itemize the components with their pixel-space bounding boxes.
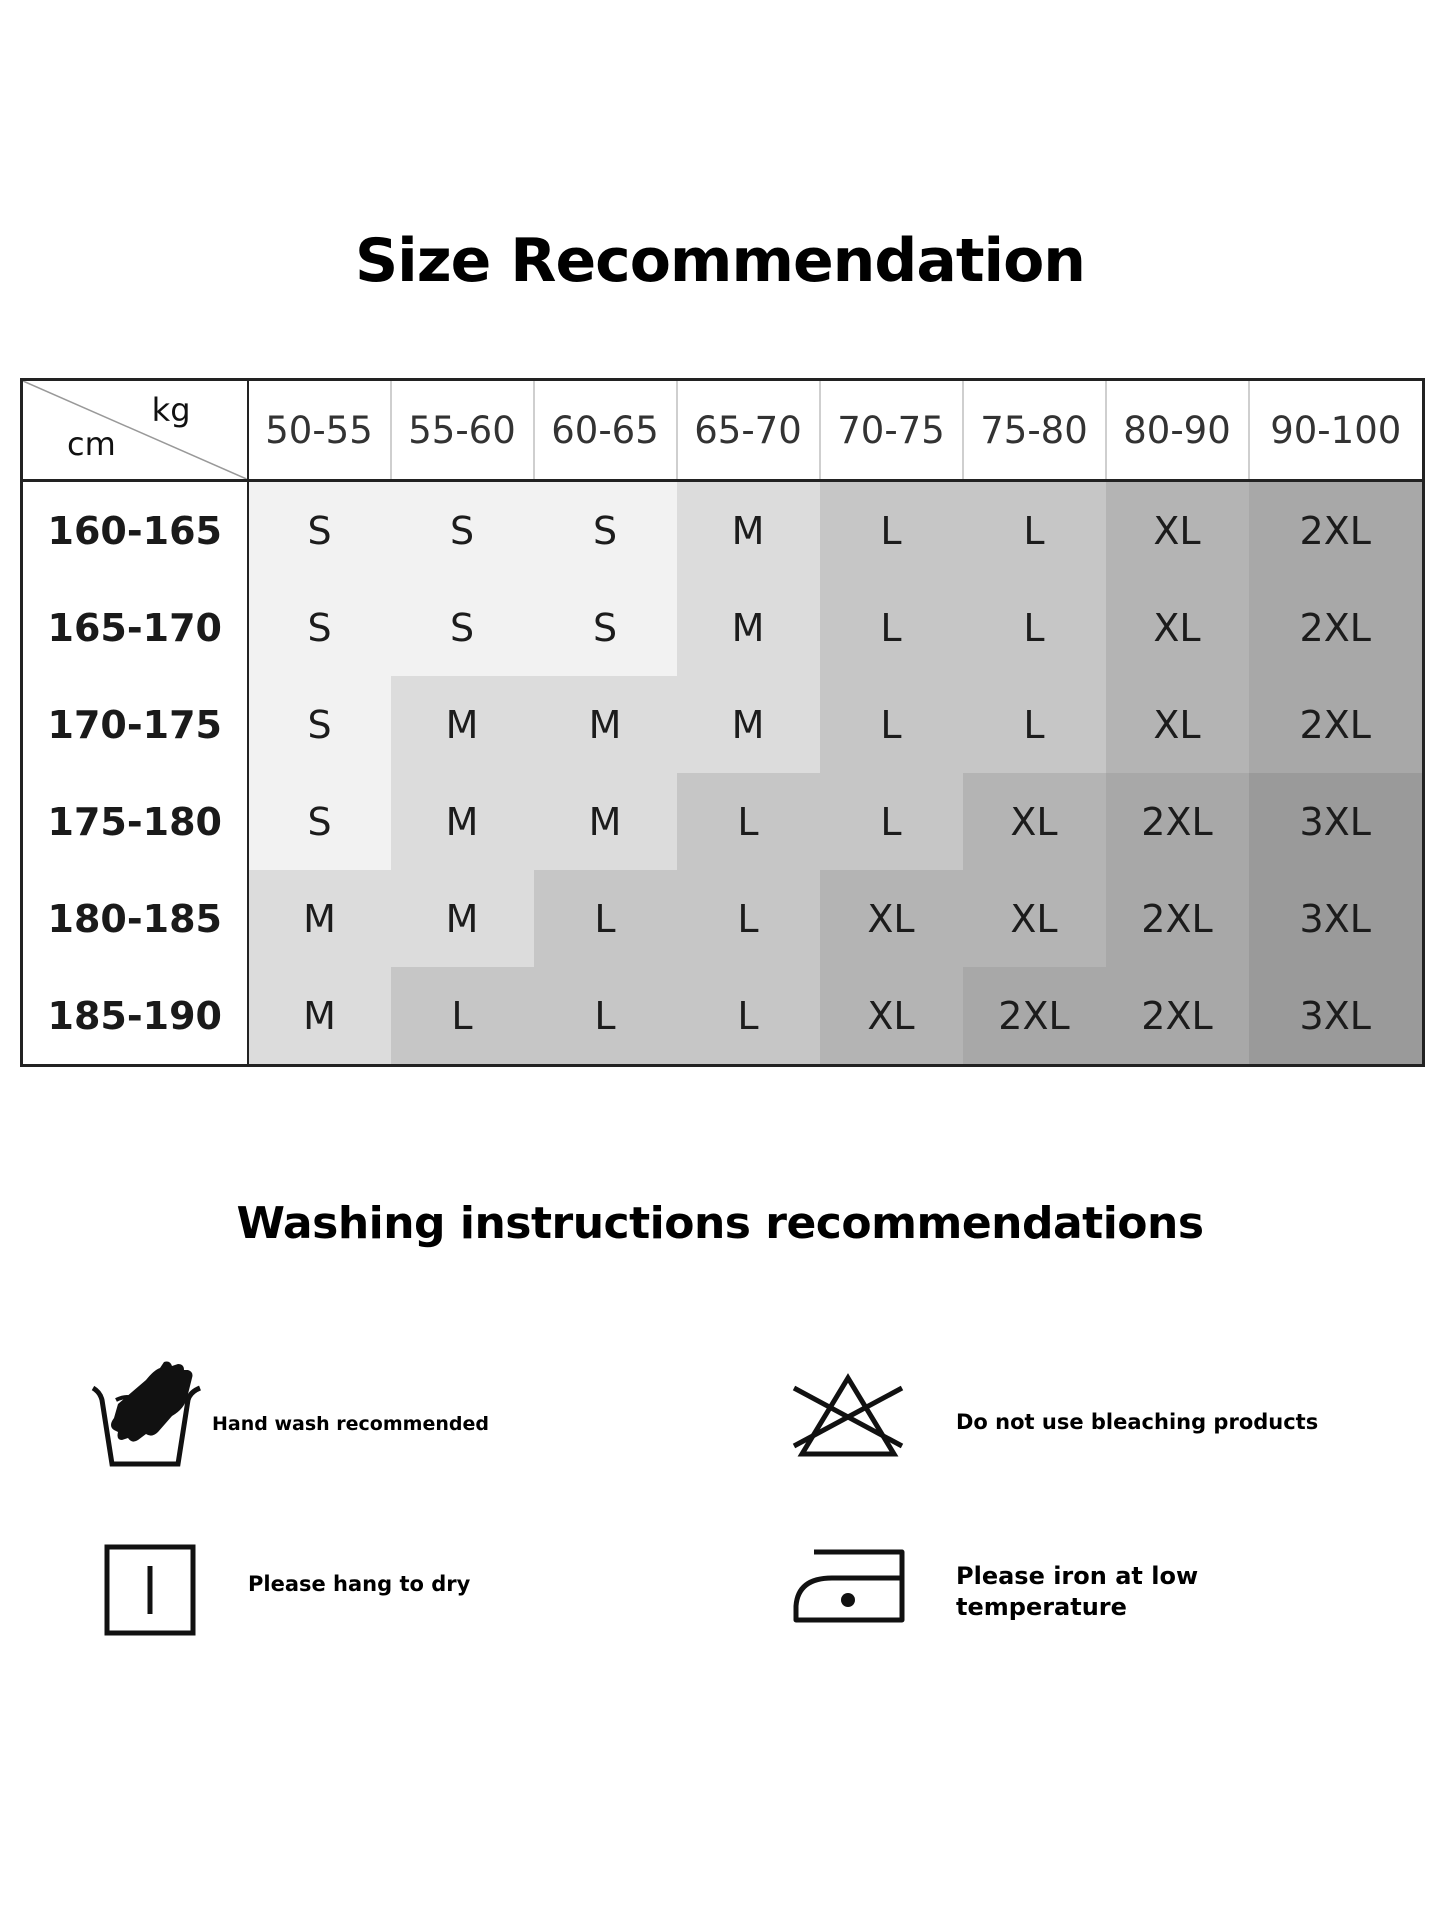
- size-cell: XL: [1106, 676, 1249, 773]
- size-cell: S: [248, 579, 391, 676]
- height-range-label: 185-190: [22, 967, 248, 1066]
- size-cell: XL: [1106, 579, 1249, 676]
- weight-range-header: 60-65: [534, 380, 677, 481]
- size-row: [22, 870, 1424, 967]
- size-cell: S: [248, 481, 391, 580]
- no-bleach-label: Do not use bleaching products: [956, 1410, 1319, 1434]
- table-corner-cell: [22, 380, 248, 481]
- size-cell: S: [534, 481, 677, 580]
- size-cell: 3XL: [1249, 870, 1424, 967]
- hang-dry-label: Please hang to dry: [248, 1572, 471, 1596]
- height-range-label: 170-175: [22, 676, 248, 773]
- hand-wash-icon: [88, 1360, 208, 1470]
- size-cell: 2XL: [1249, 481, 1424, 580]
- size-cell: L: [820, 481, 963, 580]
- no-bleach-icon: [790, 1372, 906, 1460]
- weight-range-header: 75-80: [963, 380, 1106, 481]
- size-cell: M: [677, 579, 820, 676]
- corner-diagonal-line: [23, 381, 247, 479]
- size-cell: M: [391, 676, 534, 773]
- size-row: [22, 579, 1424, 676]
- hang-dry-icon: [104, 1544, 196, 1636]
- weight-unit-label: kg: [151, 391, 191, 429]
- weight-range-header: 55-60: [391, 380, 534, 481]
- size-cell: M: [677, 481, 820, 580]
- size-cell: L: [391, 967, 534, 1066]
- size-cell: L: [820, 773, 963, 870]
- size-cell: L: [820, 579, 963, 676]
- size-cell: M: [677, 676, 820, 773]
- size-cell: M: [534, 676, 677, 773]
- weight-range-header: 50-55: [248, 380, 391, 481]
- weight-range-header: 90-100: [1249, 380, 1424, 481]
- size-cell: S: [534, 579, 677, 676]
- size-cell: XL: [1106, 481, 1249, 580]
- size-cell: L: [677, 870, 820, 967]
- height-range-label: 175-180: [22, 773, 248, 870]
- height-range-label: 160-165: [22, 481, 248, 580]
- size-cell: M: [391, 870, 534, 967]
- hand-wash-label: Hand wash recommended: [212, 1413, 489, 1435]
- size-cell: L: [963, 676, 1106, 773]
- size-cell: XL: [820, 870, 963, 967]
- size-row: [22, 967, 1424, 1066]
- iron-low-icon: [792, 1546, 908, 1624]
- size-cell: L: [963, 579, 1106, 676]
- height-range-label: 165-170: [22, 579, 248, 676]
- size-cell: 3XL: [1249, 773, 1424, 870]
- size-chart-table: [20, 378, 1425, 1067]
- size-cell: M: [248, 870, 391, 967]
- size-cell: XL: [963, 870, 1106, 967]
- size-cell: L: [534, 870, 677, 967]
- size-cell: L: [820, 676, 963, 773]
- weight-header-row: [22, 380, 1424, 481]
- size-cell: 2XL: [1106, 967, 1249, 1066]
- size-cell: M: [248, 967, 391, 1066]
- size-row: [22, 676, 1424, 773]
- size-cell: L: [677, 967, 820, 1066]
- height-unit-label: cm: [67, 425, 116, 463]
- washing-instructions-title: Washing instructions recommendations: [236, 1198, 1204, 1249]
- height-range-label: 180-185: [22, 870, 248, 967]
- size-cell: 3XL: [1249, 967, 1424, 1066]
- size-cell: 2XL: [1106, 773, 1249, 870]
- size-cell: 2XL: [1249, 579, 1424, 676]
- size-cell: S: [391, 579, 534, 676]
- size-row: [22, 773, 1424, 870]
- size-cell: XL: [820, 967, 963, 1066]
- weight-range-header: 65-70: [677, 380, 820, 481]
- size-cell: L: [963, 481, 1106, 580]
- weight-range-header: 80-90: [1106, 380, 1249, 481]
- size-cell: XL: [963, 773, 1106, 870]
- size-cell: S: [248, 773, 391, 870]
- size-cell: S: [248, 676, 391, 773]
- size-recommendation-title: Size Recommendation: [354, 226, 1086, 296]
- size-cell: 2XL: [963, 967, 1106, 1066]
- weight-range-header: 70-75: [820, 380, 963, 481]
- size-cell: L: [534, 967, 677, 1066]
- size-cell: L: [677, 773, 820, 870]
- size-cell: S: [391, 481, 534, 580]
- size-cell: 2XL: [1249, 676, 1424, 773]
- size-cell: M: [534, 773, 677, 870]
- size-cell: M: [391, 773, 534, 870]
- size-cell: 2XL: [1106, 870, 1249, 967]
- iron-low-label: Please iron at low temperature: [956, 1562, 1199, 1621]
- size-row: [22, 481, 1424, 580]
